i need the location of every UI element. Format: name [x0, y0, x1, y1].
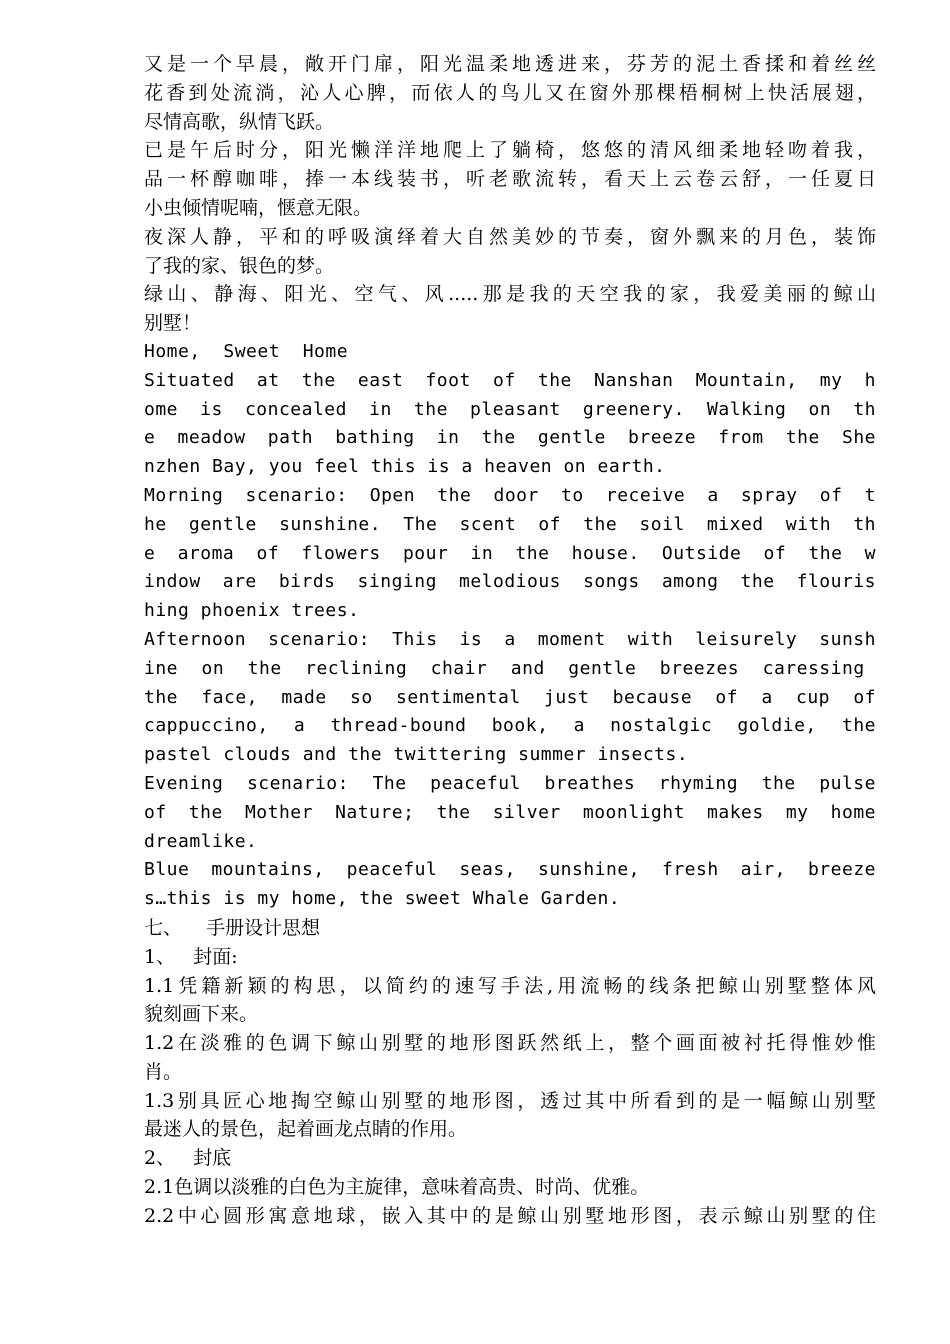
paragraph-evening-cn: [144, 223, 876, 281]
section-heading-design: [144, 914, 876, 943]
text-line: indow are birds singing melodious songs among the flouris: [144, 571, 876, 593]
document-body: [144, 50, 876, 1231]
text-line: ome is concealed in the pleasant greenery. Walking on th: [144, 398, 876, 420]
subheading-cover: [144, 943, 876, 972]
text-line: 别墅！: [144, 312, 202, 335]
paragraph-evening-en: [144, 770, 876, 856]
text-line: 1.3别具匠心地掏空鲸山别墅的地形图，透过其中所看到的是一幅鲸山别墅: [144, 1089, 876, 1112]
text-line: 夜深人静，平和的呼吸演绎着大自然美妙的节奏，窗外飘来的月色，装饰: [144, 225, 876, 248]
text-line: 貌刻画下来。: [144, 1003, 259, 1026]
paragraph-situated-en: [144, 367, 876, 482]
subheading-back-cover: [144, 1144, 876, 1173]
text-line: Situated at the east foot of the Nanshan Mountain, my h: [144, 369, 876, 391]
text-line: he gentle sunshine. The scent of the soil mixed with th: [144, 513, 876, 535]
paragraph-closing-cn: [144, 280, 876, 338]
text-line: 绿山、静海、阳光、空气、风.....那是我的天空我的家，我爱美丽的鲸山: [144, 283, 876, 306]
text-line: 最迷人的景色，起着画龙点睛的作用。: [144, 1118, 468, 1141]
text-line: hing phoenix trees.: [144, 600, 360, 622]
text-line: dreamlike.: [144, 830, 258, 852]
text-line: 已是午后时分，阳光懒洋洋地爬上了躺椅，悠悠的清风细柔地轻吻着我，: [144, 139, 876, 162]
text-line: 七、 手册设计思想: [144, 916, 321, 939]
item-1-2: [144, 1029, 876, 1087]
text-line: 2.1色调以淡雅的白色为主旋律，意味着高贵、时尚、优雅。: [144, 1176, 650, 1199]
text-line: 品一杯醇咖啡，捧一本线装书，听老歌流转，看天上云卷云舒，一任夏日: [144, 168, 876, 191]
text-line: 小虫倾情呢喃，惬意无限。: [144, 196, 373, 219]
text-line: pastel clouds and the twittering summer insects.: [144, 744, 689, 766]
text-line: 1.1凭籍新颖的构思，以简约的速写手法,用流畅的线条把鲸山别墅整体风: [144, 974, 876, 997]
text-line: 1.2在淡雅的色调下鲸山别墅的地形图跃然纸上，整个画面被衬托得惟妙惟: [144, 1032, 876, 1055]
text-line: Evening scenario: The peaceful breathes rhyming the pulse: [144, 772, 876, 794]
paragraph-blue-mountains-en: [144, 856, 876, 914]
paragraph-morning-en: [144, 482, 876, 626]
text-line: 2、 封底: [144, 1147, 232, 1170]
text-line: cappuccino, a thread-bound book, a nostalgic goldie, the: [144, 715, 876, 737]
item-1-1: [144, 972, 876, 1030]
text-line: nzhen Bay, you feel this is a heaven on earth.: [144, 456, 666, 478]
text-line: Morning scenario: Open the door to receive a spray of t: [144, 484, 876, 506]
text-line: e aroma of flowers pour in the house. Outside of the w: [144, 542, 876, 564]
text-line: 了我的家、银色的梦。: [144, 254, 335, 277]
english-title: [144, 338, 876, 367]
item-1-3: [144, 1087, 876, 1145]
text-line: 肖。: [144, 1060, 183, 1083]
text-line: s…this is my home, the sweet Whale Garden.: [144, 888, 621, 910]
text-line: 2.2中心圆形寓意地球，嵌入其中的是鲸山别墅地形图，表示鲸山别墅的住: [144, 1204, 876, 1227]
text-line: of the Mother Nature; the silver moonlight makes my home: [144, 801, 876, 823]
text-line: 1、 封面:: [144, 945, 238, 968]
text-line: 又是一个早晨，敞开门扉，阳光温柔地透进来，芬芳的泥土香揉和着丝丝: [144, 53, 876, 75]
text-line: e meadow path bathing in the gentle breeze from the She: [144, 427, 876, 449]
paragraph-afternoon-cn: [144, 136, 876, 222]
item-2-1: [144, 1173, 876, 1202]
text-line: Home, Sweet Home: [144, 340, 349, 362]
paragraph-afternoon-en: [144, 626, 876, 770]
item-2-2: [144, 1202, 876, 1231]
text-line: Blue mountains, peaceful seas, sunshine, fresh air, breeze: [144, 859, 876, 881]
text-line: 花香到处流淌，沁人心脾，而依人的鸟儿又在窗外那棵梧桐树上快活展翅，: [144, 81, 876, 104]
text-line: 尽情高歌，纵情飞跃。: [144, 110, 335, 133]
text-line: the face, made so sentimental just because of a cup of: [144, 686, 876, 708]
text-line: Afternoon scenario: This is a moment with leisurely sunsh: [144, 628, 876, 650]
text-line: ine on the reclining chair and gentle breezes caressing: [144, 657, 876, 679]
paragraph-morning-cn: [144, 50, 876, 136]
